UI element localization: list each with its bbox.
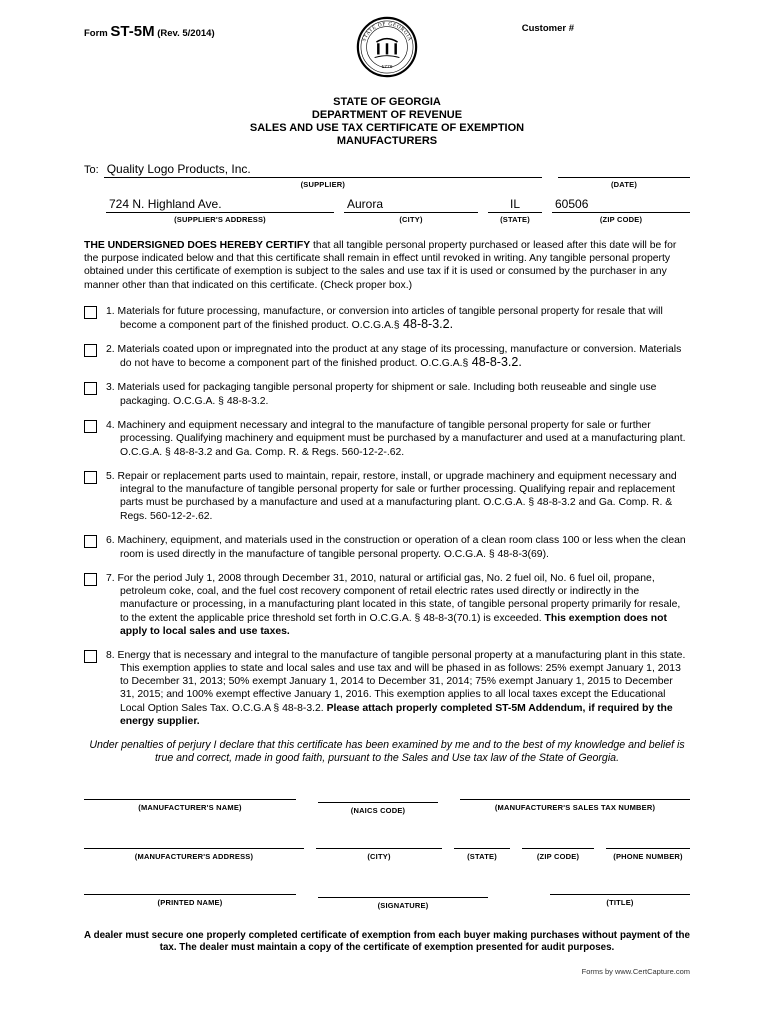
manufacturer-city-label: (CITY) (367, 851, 391, 861)
exemption-bold-note-7: This exemption does not apply to local sales and use taxes. (120, 612, 667, 637)
exemption-body-5: 5. Repair or replacement parts used to maintain, repair, restore, install, or upgrade machinery and equipment necessary and integral to the manufacture of tangible personal property for sale or further processing. Qualifying repair and replacement parts must be purchased by a manufacture and used at a manufacturing plant. O.C.G.A. § 48-8-3.2 and Ga. Comp. R. & Regs. 560-12-2-.62. (106, 470, 677, 522)
certify-paragraph (84, 239, 690, 292)
supplier-label: (SUPPLIER) (300, 180, 346, 189)
state-input[interactable]: IL (488, 196, 542, 213)
checkbox-exemption-7[interactable] (84, 573, 97, 586)
certify-lead: THE UNDERSIGNED DOES HEREBY CERTIFY (84, 240, 311, 251)
exemption-body-6: 6. Machinery, equipment, and materials used in the construction or operation of a clean room class 100 or less when the clean room is used directly in the manufacture of tangible personal property. O.C.G.A. § 48-8-3(69). (106, 534, 686, 560)
exemption-body-4: 4. Machinery and equipment necessary and integral to the manufacture of tangible personal property for sale or further processing. Qualifying machinery and equipment must be purchased by a manufacturer and used at a manufacturing plant. O.C.G.A. § 48-8-3.2 and Ga. Comp. R. & Regs. 560-12-2-.62. (106, 419, 686, 458)
title-line-manufacturers: MANUFACTURERS (336, 135, 438, 147)
exemption-text-1 (106, 305, 690, 332)
exemption-text-2 (106, 343, 690, 370)
manufacturer-address-field[interactable] (84, 835, 304, 849)
exemption-text-4 (106, 419, 690, 459)
manufacturer-city-field[interactable] (316, 835, 442, 849)
manufacturer-zip-label: (ZIP CODE) (536, 851, 580, 861)
exemption-item-5 (84, 470, 690, 523)
supplier-address-label: (SUPPLIER'S ADDRESS) (174, 215, 266, 224)
manufacturer-state-label: (STATE) (467, 851, 497, 861)
checkbox-exemption-1[interactable] (84, 306, 97, 319)
exemption-item-8 (84, 649, 690, 728)
checkbox-exemption-5[interactable] (84, 471, 97, 484)
checkbox-exemption-3[interactable] (84, 382, 97, 395)
checkbox-exemption-2[interactable] (84, 344, 97, 357)
exemption-item-4 (84, 419, 690, 459)
manufacturer-state-field[interactable] (454, 835, 510, 849)
state-label: (STATE) (500, 215, 530, 224)
certify-body: that all tangible personal property purchased or leased after this date will be for the purpose indicated below and that this certificate shall remain in effect until revoked in writing. Any tangible personal property obtained under this certificate of exemption is subject to the sales and use tax if it is used or consumed by the purchaser in any manner other than that indicated on this certificate. (Check proper box.) (84, 240, 677, 291)
naics-code-label: (NAICS CODE) (350, 805, 406, 815)
exemption-body-8: 8. Energy that is necessary and integral to the manufacture of tangible personal property at a manufacturing plant in this state. This exemption applies to state and local sales and use tax and will be phased in as follows: 25% exempt January 1, 2013 to December 31, 2013; 50% exempt January 1, 2014 to December 31, 2014; 75% exempt January 1, 2015 to December 31, 2015; and 100% exempt effective January 1, 2016. This exemption applies to all local taxes except the Educational Local Option Sales Tax. O.C.G.A § 48-8-3.2. (106, 649, 686, 714)
naics-code-field[interactable] (318, 789, 438, 803)
seal-top-text: STATE OF GEORGIA (361, 21, 413, 43)
seal-year-text: 1776 (381, 65, 393, 71)
date-label: (DATE) (610, 180, 638, 189)
phone-number-field[interactable] (606, 835, 690, 849)
title-line-state: STATE OF GEORGIA (333, 96, 441, 108)
signature-label: (SIGNATURE) (377, 900, 429, 910)
exemption-item-7 (84, 572, 690, 638)
manufacturer-address-label: (MANUFACTURER'S ADDRESS) (134, 851, 254, 861)
exemption-items (84, 305, 690, 728)
form-title (84, 96, 690, 148)
manufacturer-zip-field[interactable] (522, 835, 594, 849)
exemption-filled-code-1: 48-8-3.2. (399, 316, 454, 331)
exemption-text-3 (106, 381, 690, 408)
form-revision: (Rev. 5/2014) (157, 28, 215, 39)
exemption-item-2 (84, 343, 690, 370)
exemption-text-7 (106, 572, 690, 638)
exemption-filled-code-2: 48-8-3.2. (468, 354, 522, 369)
checkbox-exemption-8[interactable] (84, 650, 97, 663)
zip-label: (ZIP CODE) (599, 215, 643, 224)
printed-name-label: (PRINTED NAME) (157, 897, 223, 907)
exemption-item-6 (84, 534, 690, 561)
customer-number-label: Customer # (521, 23, 574, 34)
printed-name-field[interactable] (84, 881, 296, 895)
signature-section (84, 786, 690, 910)
title-line-certificate: SALES AND USE TAX CERTIFICATE OF EXEMPTION (249, 122, 525, 134)
city-label: (CITY) (399, 215, 423, 224)
exemption-text-5 (106, 470, 690, 523)
georgia-state-seal-icon (356, 16, 418, 78)
manufacturer-name-label: (MANUFACTURER'S NAME) (138, 802, 242, 812)
form-header (84, 16, 690, 80)
perjury-statement: Under penalties of perjury I declare that this certificate has been examined by me and to the best of my knowledge and belief is true and correct, made in good faith, pursuant to the Sales and Use tax law of the State of Georgia. (89, 738, 685, 765)
form-number: ST-5M (110, 23, 155, 40)
exemption-body-7: 7. For the period July 1, 2008 through December 31, 2010, natural or artificial gas, No. 2 fuel oil, No. 6 fuel oil, propane, petroleum coke, coal, and the fuel cost recovery component of retail electric rates used directly or indirectly in the manufacture or processing, in a manufacturing plant located in this state, of tangible personal property primarily for resale, to the extent the applicable price threshold set forth in O.C.G.A. § 48-8-3(70.1) is exceeded. (106, 572, 681, 624)
zip-input[interactable]: 60506 (552, 196, 690, 213)
supplier-name-input[interactable]: Quality Logo Products, Inc. (104, 161, 542, 178)
form-id (84, 16, 215, 40)
date-input[interactable] (558, 161, 690, 178)
exemption-item-1 (84, 305, 690, 332)
exemption-body-1: 1. Materials for future processing, manufacture, or conversion into articles of tangible personal property for resale that will become a component part of the finished product. O.C.G.A.§ (106, 305, 663, 331)
signature-field[interactable] (318, 884, 488, 898)
checkbox-exemption-6[interactable] (84, 535, 97, 548)
exemption-body-2: 2. Materials coated upon or impregnated into the product at any stage of its processing, manufacture or conversion. Materials do not have to become a component part of the finished product. O.C.G.A.§ (106, 343, 682, 369)
exemption-body-3: 3. Materials used for packaging tangible personal property for shipment or sale. Including both reuseable and single use packaging. O.C.G.A. § 48-8-3.2. (106, 381, 657, 407)
sales-tax-number-field[interactable] (460, 786, 690, 800)
title-field[interactable] (550, 881, 690, 895)
title-line-department: DEPARTMENT OF REVENUE (311, 109, 463, 121)
supplier-address-input[interactable]: 724 N. Highland Ave. (106, 196, 334, 213)
supplier-section (84, 161, 690, 224)
exemption-text-6 (106, 534, 690, 561)
exemption-item-3 (84, 381, 690, 408)
checkbox-exemption-4[interactable] (84, 420, 97, 433)
form-word: Form (84, 28, 108, 39)
dealer-note: A dealer must secure one properly completed certificate of exemption from each buyer making purchases without payment of the tax. The dealer must maintain a copy of the certificate of exemption presented for audit purposes. (84, 929, 690, 954)
title-label: (TITLE) (606, 897, 634, 907)
manufacturer-name-field[interactable] (84, 786, 296, 800)
phone-number-label: (PHONE NUMBER) (613, 851, 683, 861)
exemption-text-8 (106, 649, 690, 728)
certcapture-credit: Forms by www.CertCapture.com (581, 966, 690, 976)
exemption-bold-note-8: Please attach properly completed ST-5M Addendum, if required by the energy supplier. (120, 702, 673, 727)
city-input[interactable]: Aurora (344, 196, 478, 213)
to-label: To: (84, 164, 99, 176)
sales-tax-number-label: (MANUFACTURER'S SALES TAX NUMBER) (494, 802, 656, 812)
